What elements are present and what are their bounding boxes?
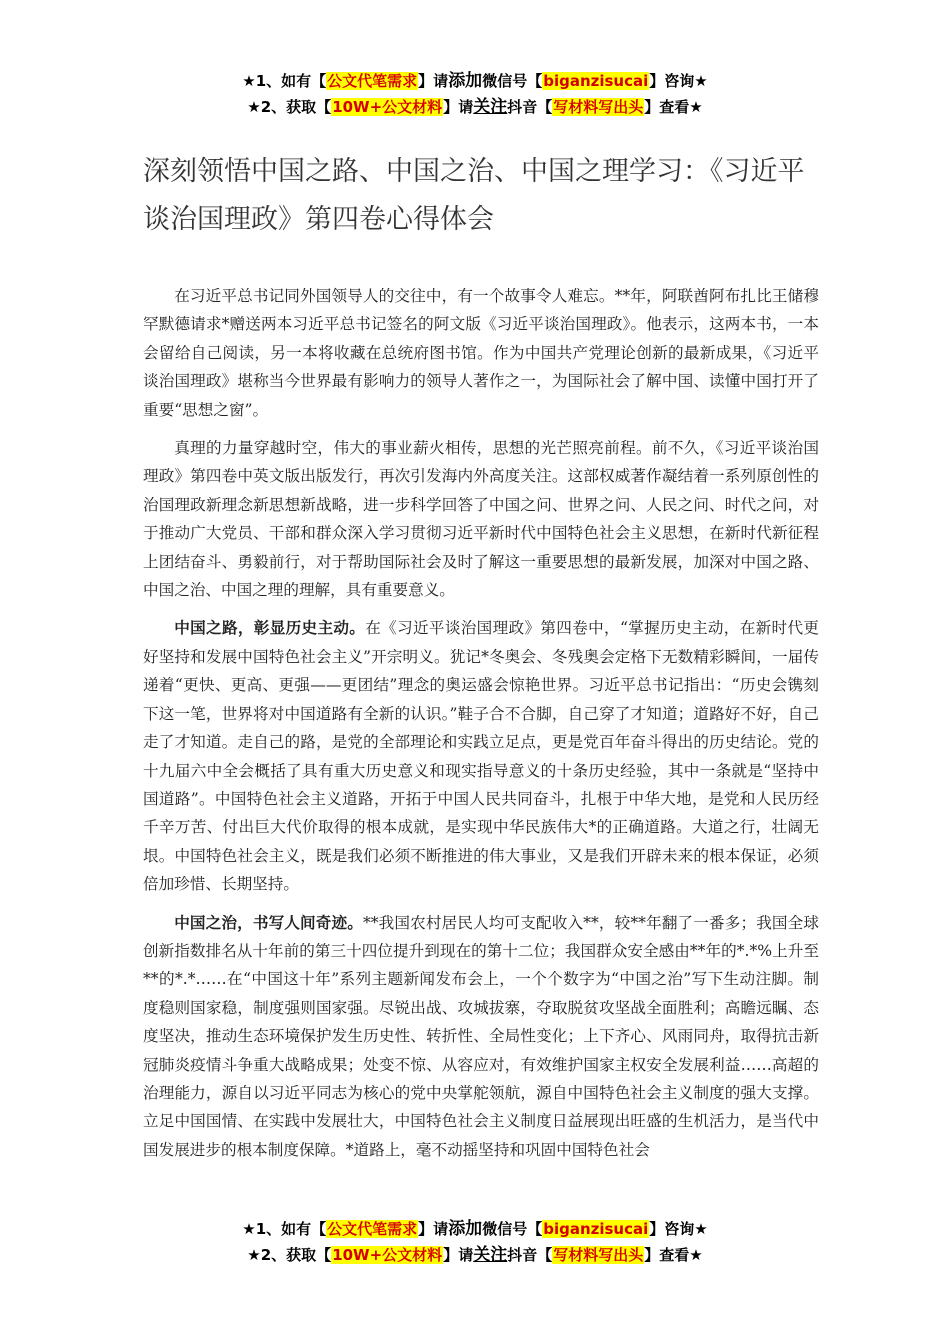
banner-text: 】查看★	[644, 1246, 703, 1264]
highlight-text: 写材料写出头	[553, 98, 644, 116]
banner-text: 微信号【	[482, 72, 543, 90]
banner-text: 抖音【	[507, 98, 553, 116]
paragraph-text: 在《习近平谈治国理政》第四卷中，“掌握历史主动，在新时代更好坚持和发展中国特色社会主义”开宗明义。犹记*冬奥会、冬残奥会定格下无数精彩瞬间，一届传递着“更快、更高、更强——更团结”理念的奥运盛会惊艳世界。习近平总书记指出：“历史会镌刻下这一笔，世界将对中国道路有全新的认识。”鞋子合不合脚，自己穿了才知道；道路好不好，自己走了才知道。走自己的路，是党的全部理论和实践立足点，更是党百年奋斗得出的历史结论。党的十九届六中全会概括了具有重大历史意义和现实指导意义的十条历史经验，其中一条就是“坚持中国道路”。中国特色社会主义道路，开拓于中国人民共同奋斗，扎根于中华大地，是党和人民历经千辛万苦、付出巨大代价取得的根本成就，是实现中华民族伟大*的正确道路。大道之行，壮阔无垠。中国特色社会主义，既是我们必须不断推进的伟大事业，又是我们开辟未来的根本保证，必须倍加珍惜、长期坚持。	[143, 619, 819, 894]
top-banner	[0, 68, 950, 120]
document-title: 深刻领悟中国之路、中国之治、中国之理学习：《习近平谈治国理政》第四卷心得体会	[143, 156, 805, 235]
banner-line-1	[0, 68, 950, 94]
paragraph-lead: 中国之路，彰显历史主动。	[174, 619, 366, 638]
banner-text: 】查看★	[644, 98, 703, 116]
banner-line-1	[0, 1216, 950, 1242]
banner-text: 】请	[443, 98, 474, 116]
highlight-text: 10W+公文材料	[332, 1246, 443, 1264]
paragraph	[143, 909, 819, 1165]
banner-text: 】请	[418, 72, 449, 90]
emphasis-text: 添加	[448, 71, 483, 91]
emphasis-text: 添加	[448, 1219, 483, 1239]
highlight-text: 公文代笔需求	[327, 72, 418, 90]
banner-line-2	[0, 94, 950, 120]
banner-text: 】咨询★	[649, 1220, 708, 1238]
banner-text: 】咨询★	[649, 72, 708, 90]
bottom-banner	[0, 1216, 950, 1268]
document-body	[143, 282, 819, 1174]
paragraph	[143, 434, 819, 604]
banner-line-2	[0, 1242, 950, 1268]
banner-text: ★2、获取【	[247, 98, 332, 116]
banner-text: ★2、获取【	[247, 1246, 332, 1264]
highlight-text: biganzisucai	[543, 72, 649, 90]
banner-text: ★1、如有【	[242, 1220, 327, 1238]
emphasis-text: 关注	[473, 97, 508, 117]
highlight-text: 写材料写出头	[553, 1246, 644, 1264]
banner-text: ★1、如有【	[242, 72, 327, 90]
paragraph	[143, 614, 819, 898]
banner-text: 】请	[443, 1246, 474, 1264]
paragraph-text: **我国农村居民人均可支配收入**，较**年翻了一番多；我国全球创新指数排名从十年前的第三十四位提升到现在的第十二位；我国群众安全感由**年的*.*%上升至**的*.*……在“中国这十年”系列主题新闻发布会上，一个个数字为“中国之治”写下生动注脚。制度稳则国家稳，制度强则国家强。尽锐出战、攻城拔寨，夺取脱贫攻坚战全面胜利；高瞻远瞩、态度坚决，推动生态环境保护发生历史性、转折性、全局性变化；上下齐心、风雨同舟，取得抗击新冠肺炎疫情斗争重大战略成果；处变不惊、从容应对，有效维护国家主权安全发展利益……高超的治理能力，源自以习近平同志为核心的党中央掌舵领航，源自中国特色社会主义制度的强大支撑。立足中国国情、在实践中发展壮大，中国特色社会主义制度日益展现出旺盛的生机活力，是当代中国发展进步的根本制度保障。*道路上，毫不动摇坚持和巩固中国特色社会	[143, 913, 819, 1159]
banner-text: 微信号【	[482, 1220, 543, 1238]
paragraph-lead: 中国之治，书写人间奇迹。	[174, 913, 363, 932]
emphasis-text: 关注	[473, 1245, 508, 1265]
paragraph	[143, 282, 819, 424]
paragraph-text: 在习近平总书记同外国领导人的交往中，有一个故事令人难忘。**年，阿联酋阿布扎比王储穆罕默德请求*赠送两本习近平总书记签名的阿文版《习近平谈治国理政》。他表示，这两本书，一本会留给自己阅读，另一本将收藏在总统府图书馆。作为中国共产党理论创新的最新成果，《习近平谈治国理政》堪称当今世界最有影响力的领导人著作之一，为国际社会了解中国、读懂中国打开了重要“思想之窗”。	[143, 287, 819, 419]
highlight-text: 公文代笔需求	[327, 1220, 418, 1238]
highlight-text: biganzisucai	[543, 1220, 649, 1238]
banner-text: 】请	[418, 1220, 449, 1238]
highlight-text: 10W+公文材料	[332, 98, 443, 116]
paragraph-text: 真理的力量穿越时空，伟大的事业薪火相传，思想的光芒照亮前程。前不久，《习近平谈治国理政》第四卷中英文版出版发行，再次引发海内外高度关注。这部权威著作凝结着一系列原创性的治国理政新理念新思想新战略，进一步科学回答了中国之问、世界之问、人民之问、时代之问，对于推动广大党员、干部和群众深入学习贯彻习近平新时代中国特色社会主义思想，在新时代新征程上团结奋斗、勇毅前行，对于帮助国际社会及时了解这一重要思想的最新发展，加深对中国之路、中国之治、中国之理的理解，具有重要意义。	[143, 439, 819, 600]
banner-text: 抖音【	[507, 1246, 553, 1264]
